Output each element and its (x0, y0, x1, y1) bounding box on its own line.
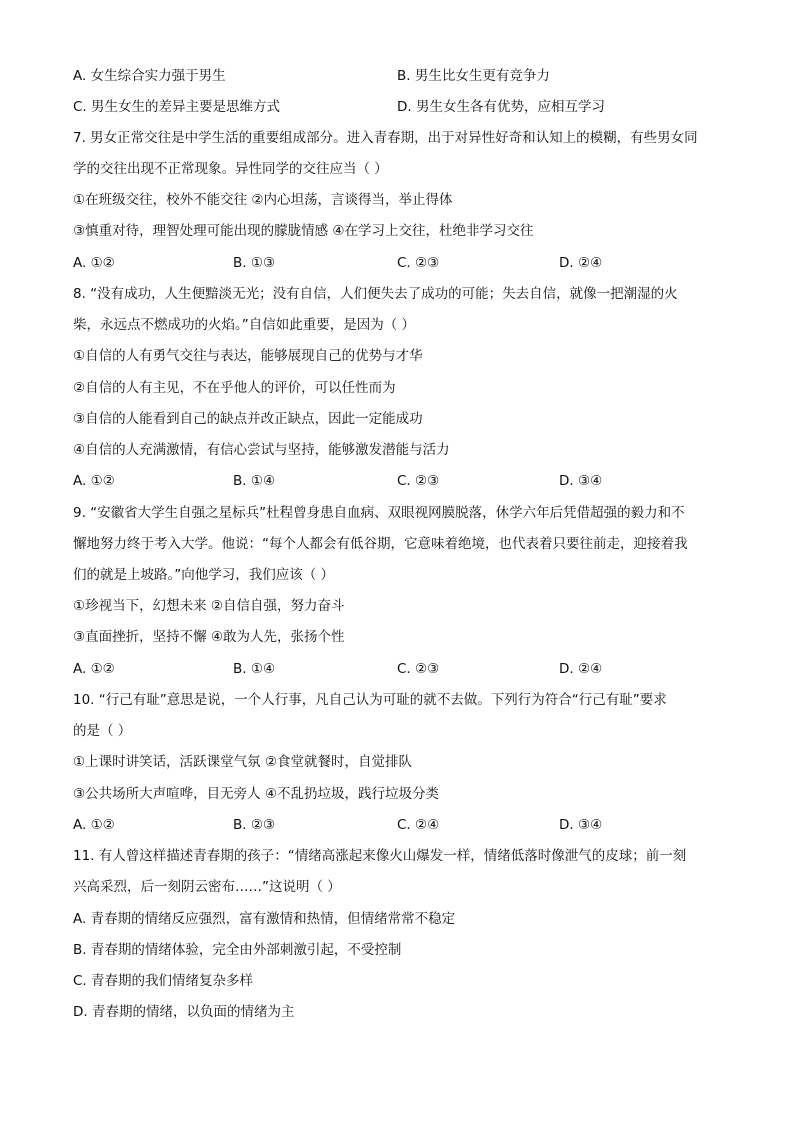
q11-option-c: C. 青春期的我们情绪复杂多样 (73, 973, 254, 989)
q8-option-c: C. ②③ (397, 473, 440, 489)
q7-option-c: C. ②③ (397, 255, 440, 271)
q9-option-c: C. ②③ (397, 661, 440, 677)
q6-option-d: D. 男生女生各有优势，应相互学习 (397, 99, 605, 115)
q11-stem-line-2: 兴高采烈，后一刻阴云密布……”这说明（ ） (73, 879, 341, 895)
q6-option-b: B. 男生比女生更有竞争力 (397, 68, 550, 84)
q10-items-line-1: ①上课时讲笑话，活跃课堂气氛 ②食堂就餐时，自觉排队 (73, 754, 412, 770)
q10-option-a: A. ①② (73, 817, 115, 833)
q7-option-b: B. ①③ (233, 255, 276, 271)
q9-items-line-1: ①珍视当下，幻想未来 ②自信自强，努力奋斗 (73, 598, 345, 614)
q10-option-b: B. ②③ (233, 817, 276, 833)
q7-items-line-1: ①在班级交往，校外不能交往 ②内心坦荡，言谈得当，举止得体 (73, 192, 453, 208)
q7-items-line-2: ③慎重对待，理智处理可能出现的朦胧情感 ④在学习上交往，杜绝非学习交往 (73, 223, 534, 239)
q8-option-b: B. ①④ (233, 473, 276, 489)
q8-stem-line-1: 8. “没有成功，人生便黯淡无光；没有自信，人们便失去了成功的可能；失去自信，就像一把潮湿的火 (73, 286, 678, 302)
q7-stem-line-1: 7. 男女正常交往是中学生活的重要组成部分。进入青春期，出于对异性好奇和认知上的模糊，有些男女同 (73, 130, 698, 146)
q10-items-line-2: ③公共场所大声喧哗，目无旁人 ④不乱扔垃圾，践行垃圾分类 (73, 786, 439, 802)
q9-stem-line-3: 们的就是上坡路。”向他学习，我们应该（ ） (73, 567, 335, 583)
q8-item-2: ②自信的人有主见，不在乎他人的评价，可以任性而为 (73, 380, 396, 396)
q9-stem-line-1: 9. “安徽省大学生自强之星标兵”杜程曾身患自血病、双眼视网膜脱落，休学六年后凭借超强的毅力和不 (73, 505, 685, 521)
q9-option-b: B. ①④ (233, 661, 276, 677)
q8-option-d: D. ③④ (559, 473, 603, 489)
q7-option-a: A. ①② (73, 255, 115, 271)
q8-item-1: ①自信的人有勇气交往与表达，能够展现自己的优势与才华 (73, 348, 423, 364)
q8-item-3: ③自信的人能看到自己的缺点并改正缺点，因此一定能成功 (73, 411, 423, 427)
q10-option-d: D. ③④ (559, 817, 603, 833)
q10-stem-line-1: 10. “行己有耻”意思是说，一个人行事，凡自己认为可耻的就不去做。下列行为符合“行己有耻”要求 (73, 692, 667, 708)
q8-stem-line-2: 柴，永远点不燃成功的火焰。”自信如此重要，是因为（ ） (73, 317, 416, 333)
q10-option-c: C. ②④ (397, 817, 440, 833)
q11-option-a: A. 青春期的情绪反应强烈，富有激情和热情，但情绪常常不稳定 (73, 911, 456, 927)
q8-option-a: A. ①② (73, 473, 115, 489)
q11-option-b: B. 青春期的情绪体验，完全由外部刺激引起，不受控制 (73, 942, 402, 958)
q11-stem-line-1: 11. 有人曾这样描述青春期的孩子：“情绪高涨起来像火山爆发一样，情绪低落时像泄气的皮球；前一刻 (73, 848, 687, 864)
q9-option-a: A. ①② (73, 661, 115, 677)
q6-option-c: C. 男生女生的差异主要是思维方式 (73, 99, 281, 115)
q8-item-4: ④自信的人充满激情，有信心尝试与坚持，能够激发潜能与活力 (73, 442, 450, 458)
q7-option-d: D. ②④ (559, 255, 603, 271)
q9-option-d: D. ②④ (559, 661, 603, 677)
q7-stem-line-2: 学的交往出现不正常现象。异性同学的交往应当（ ） (73, 161, 388, 177)
q9-items-line-2: ③直面挫折，坚持不懈 ④敢为人先，张扬个性 (73, 629, 345, 645)
q10-stem-line-2: 的是（ ） (73, 723, 132, 739)
q11-option-d: D. 青春期的情绪，以负面的情绪为主 (73, 1004, 295, 1020)
q9-stem-line-2: 懈地努力终于考入大学。他说：“每个人都会有低谷期，它意味着绝境，也代表着只要往前走，迎接着我 (73, 536, 688, 552)
q6-option-a: A. 女生综合实力强于男生 (73, 68, 226, 84)
